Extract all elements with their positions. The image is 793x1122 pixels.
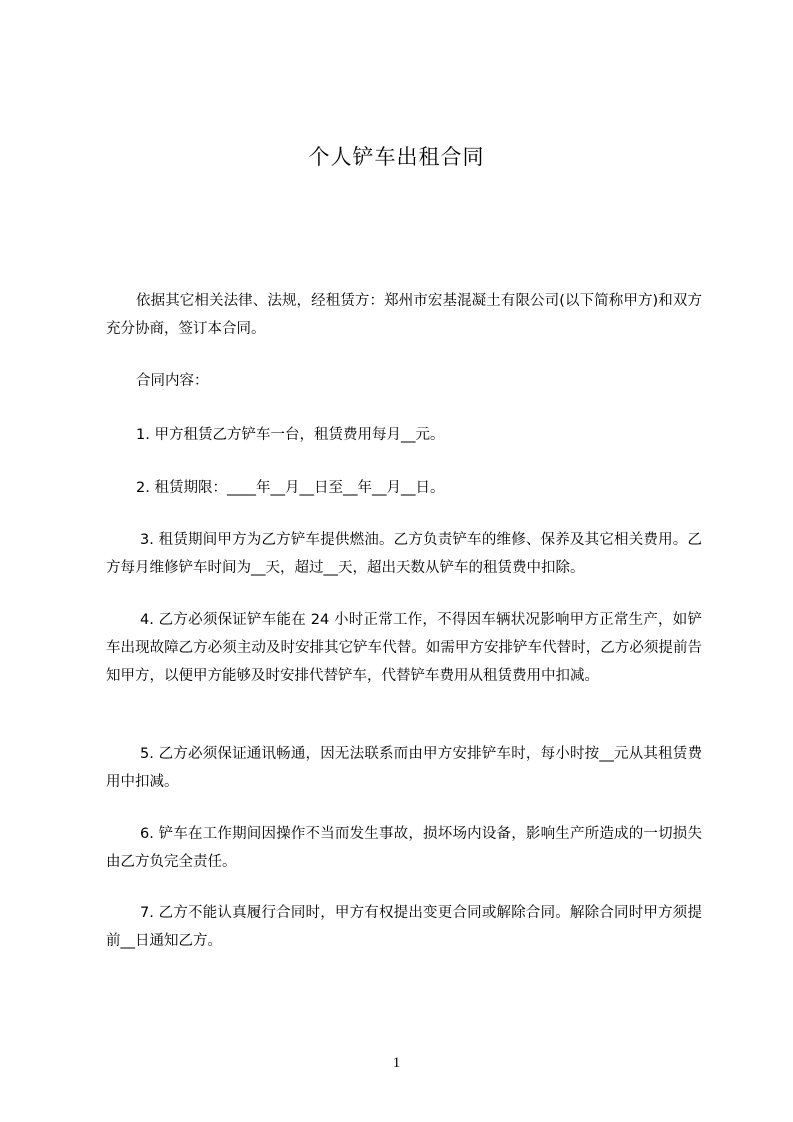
- clause-1: 1. 甲方租赁乙方铲车一台，租赁费用每月__元。: [136, 427, 445, 443]
- document-title: 个人铲车出租合同: [308, 145, 485, 169]
- intro-paragraph: 依据其它相关法律、法规，经租赁方：郑州市宏基混凝土有限公司(以下简称甲方)和双方充分协商，签订本合同。: [106, 293, 702, 337]
- clause-4: 4. 乙方必须保证铲车能在 24 小时正常工作，不得因车辆状况影响甲方正常生产，如铲车出现故障乙方必须主动及时安排其它铲车代替。如需甲方安排铲车代替时，乙方必须提前告知甲方，以便甲方能够及时安排代替铲车，代替铲车费用从租赁费用中扣减。: [106, 612, 702, 684]
- section-heading: 合同内容：: [136, 373, 209, 389]
- clause-2: 2. 租赁期限：____年__月__日至__年__月__日。: [136, 480, 445, 496]
- clause-6: 6. 铲车在工作期间因操作不当而发生事故，损坏场内设备，影响生产所造成的一切损失由乙方负完全责任。: [106, 826, 702, 870]
- clause-5: 5. 乙方必须保证通讯畅通，因无法联系而由甲方安排铲车时，每小时按__元从其租赁费用中扣减。: [106, 746, 702, 790]
- clause-3: 3. 租赁期间甲方为乙方铲车提供燃油。乙方负责铲车的维修、保养及其它相关费用。乙方每月维修铲车时间为__天，超过__天，超出天数从铲车的租赁费中扣除。: [106, 532, 702, 576]
- page-number: 1: [392, 1055, 401, 1071]
- clause-7: 7. 乙方不能认真履行合同时，甲方有权提出变更合同或解除合同。解除合同时甲方须提前__日通知乙方。: [106, 905, 702, 949]
